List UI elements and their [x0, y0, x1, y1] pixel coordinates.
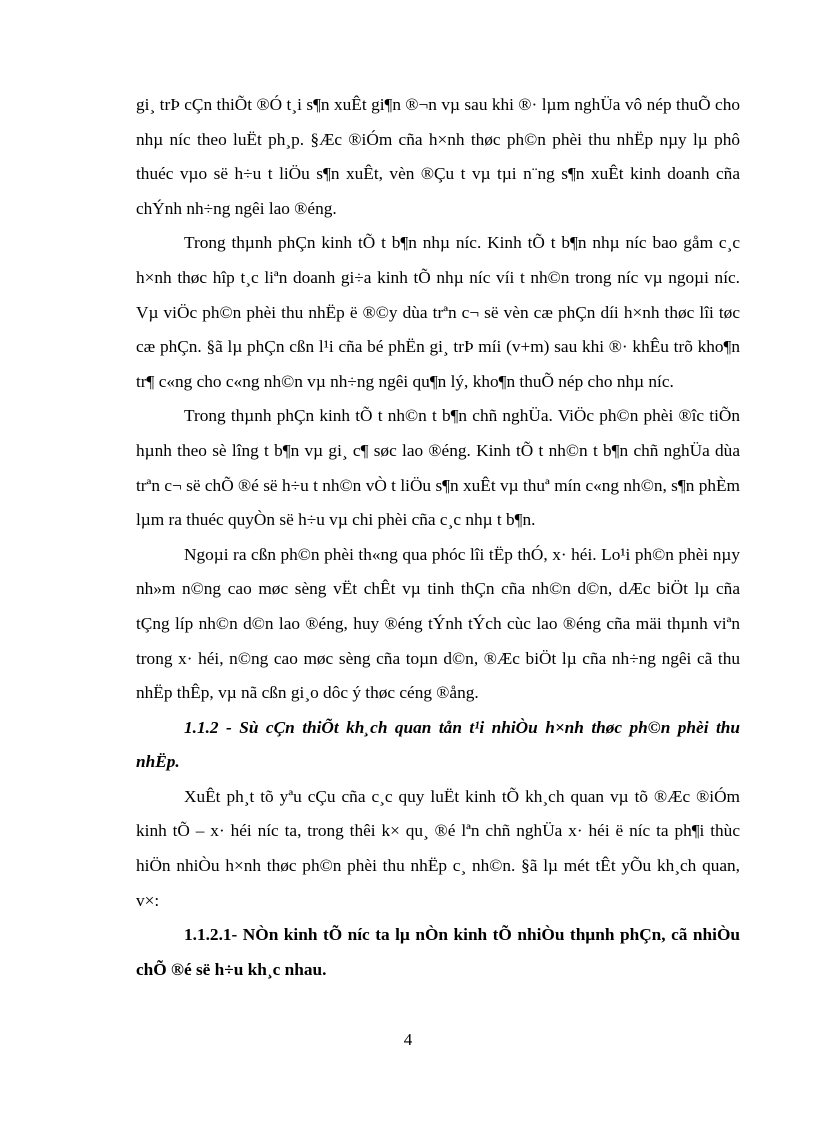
- document-page: [136, 88, 740, 987]
- paragraph-3: Trong thµnh phÇn kinh tÕ t nh©n t b¶n chñ nghÜa. ViÖc ph©n phèi ®îc tiÕn hµnh theo sè lîng t b¶n vµ gi¸ c¶ søc lao ®éng. Kinh tÕ t nh©n t b¶n chñ nghÜa dùa trªn c¬ së chÕ ®é së h÷u t nh©n vÒ t liÖu s¶n xuÊt vµ thuª mín c«ng nh©n, s¶n phÈm lµm ra thuéc quyÒn së h÷u vµ chi phèi cña c¸c nhµ t b¶n.: [136, 406, 740, 530]
- section-heading: 1.1.2 - Sù cÇn thiÕt kh¸ch quan tån t¹i nhiÒu h×nh thøc ph©n phèi thu nhËp.: [136, 717, 740, 772]
- paragraph-4: Ngoµi ra cßn ph©n phèi th«ng qua phóc lîi tËp thÓ, x· héi. Lo¹i ph©n phèi nµy nh»m n©ng cao møc sèng vËt chÊt vµ tinh thÇn cña nh©n d©n, dÆc biÖt lµ cña tÇng líp nh©n d©n lao ®éng, huy ®éng tÝnh tÝch cùc lao ®éng cña mäi thµnh viªn trong x· héi, n©ng cao møc sèng cña toµn d©n, ®Æc biÖt lµ cña nh÷ng ngêi cã thu nhËp thÊp, vµ nã cßn gi¸o dôc ý thøc céng ®ång.: [136, 544, 740, 703]
- subsection-heading: 1.1.2.1- NÒn kinh tÕ níc ta lµ nÒn kinh tÕ nhiÒu thµnh phÇn, cã nhiÒu chÕ ®é së h÷u kh¸c nhau.: [136, 925, 740, 979]
- paragraph-2: Trong thµnh phÇn kinh tÕ t b¶n nhµ níc. Kinh tÕ t b¶n nhµ níc bao gåm c¸c h×nh thøc hîp t¸c liªn doanh gi÷a kinh tÕ nhµ níc víi t nh©n trong níc vµ ngoµi níc. Vµ viÖc ph©n phèi thu nhËp ë ®©y dùa trªn c¬ së vèn cæ phÇn díi h×nh thøc lîi tøc cæ phÇn. §ã lµ phÇn cßn l¹i cña bé phËn gi¸ trÞ míi (v+m) sau khi ®· khÊu trõ kho¶n tr¶ c«ng cho c«ng nh©n vµ nh÷ng ngêi qu¶n lý, kho¶n thuÕ nép cho nhµ níc.: [136, 233, 740, 391]
- paragraph-1: gi¸ trÞ cÇn thiÕt ®Ó t¸i s¶n xuÊt gi¶n ®¬n vµ sau khi ®· lµm nghÜa vô nép thuÕ cho nhµ níc theo luËt ph¸p. §Æc ®iÓm cña h×nh thøc ph©n phèi thu nhËp nµy lµ phô thuéc vµo së h÷u t liÖu s¶n xuÊt, vèn ®Çu t vµ tµi n¨ng s¶n xuÊt kinh doanh cña chÝnh nh÷ng ngêi lao ®éng.: [136, 95, 740, 218]
- page-number: 4: [403, 1030, 413, 1049]
- paragraph-5: XuÊt ph¸t tõ yªu cÇu cña c¸c quy luËt kinh tÕ kh¸ch quan vµ tõ ®Æc ®iÓm kinh tÕ – x· héi níc ta, trong thêi k× qu¸ ®é lªn chñ nghÜa x· héi ë níc ta ph¶i thùc hiÖn nhiÒu h×nh thøc ph©n phèi thu nhËp c¸ nh©n. §ã lµ mét tÊt yÕu kh¸ch quan, v×:: [136, 786, 740, 910]
